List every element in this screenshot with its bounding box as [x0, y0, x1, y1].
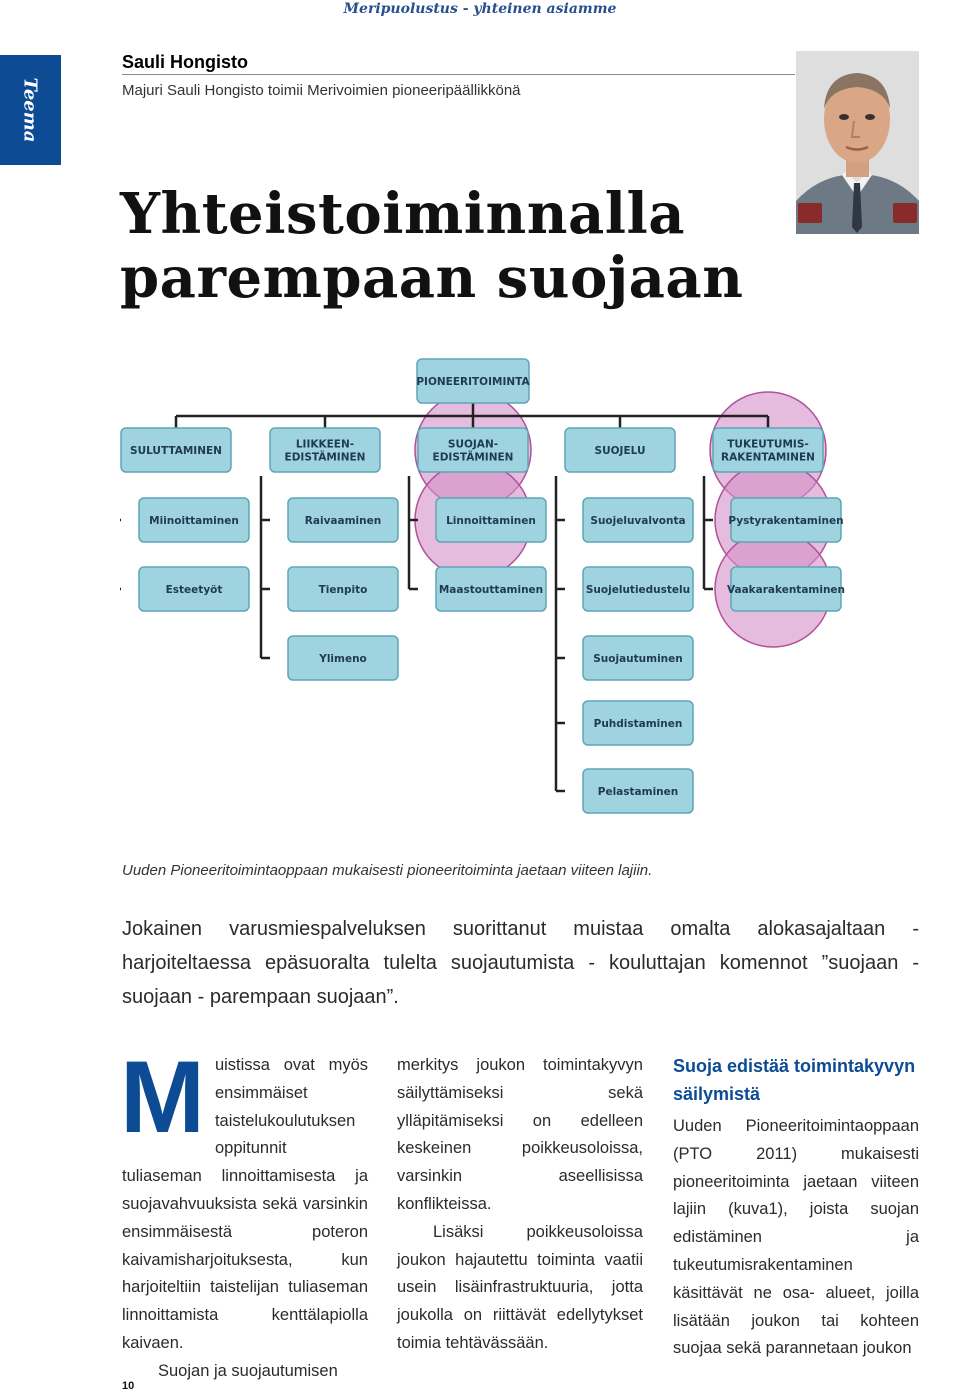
- chart-branch-box: [565, 428, 675, 472]
- headline-line-2: parempaan suojaan: [120, 245, 744, 311]
- chart-box-label: Suojautuminen: [593, 653, 683, 665]
- body-column-2: [397, 1052, 643, 1358]
- chart-child-box: [288, 567, 398, 611]
- chart-box-label: SUOJAN-: [447, 438, 499, 451]
- chart-box-label: Ylimeno: [319, 653, 367, 665]
- chart-box-label: Puhdistaminen: [593, 718, 683, 730]
- chart-box-label: RAKENTAMINEN: [721, 451, 815, 464]
- body-paragraph: uistissa ovat myös ensimmäiset taistelukoulutuksen oppitunnit tuliaseman linnoittamisesta ja suojavahvuuksista sekä varsinkin ensimmäisestä poteron kaivamisharjoituksesta, kun harjoiteltiin taistelijan tuliaseman linnoittamista kenttälapiolla kaivaen.: [122, 1056, 368, 1352]
- chart-child-box: [583, 636, 693, 680]
- chart-box-label: EDISTÄMINEN: [432, 451, 514, 464]
- article-headline: [120, 182, 743, 310]
- chart-box-label: Pystyrakentaminen: [728, 515, 844, 527]
- chart-root-box: [416, 359, 530, 403]
- pioneer-org-chart: [120, 348, 960, 838]
- chart-child-box: [436, 498, 546, 542]
- chart-box-label: TUKEUTUMIS-: [727, 438, 809, 451]
- section-subheading: Suoja edistää toimintakyvyn säilymistä: [673, 1056, 916, 1104]
- chart-box-label: Tienpito: [318, 584, 368, 596]
- body-paragraph: Suojan ja suojautumisen: [158, 1361, 338, 1380]
- chart-child-box: [583, 498, 693, 542]
- page-number: 10: [122, 1380, 135, 1392]
- chart-box-label: Maastouttaminen: [438, 584, 544, 596]
- chart-box-label: SUOJELU: [594, 445, 646, 457]
- chart-child-box: [139, 567, 249, 611]
- body-column-1: [120, 1040, 368, 1386]
- chart-box-label: Linnoittaminen: [446, 515, 536, 527]
- chart-branch-box: [418, 428, 528, 472]
- chart-child-box: [288, 498, 398, 542]
- chart-box-label: Miinoittaminen: [149, 515, 239, 527]
- author-divider: [122, 74, 795, 75]
- chart-box-label: Suojelutiedustelu: [585, 584, 691, 596]
- headline-line-1: Yhteistoiminnalla: [120, 181, 686, 247]
- chart-child-box: [728, 498, 843, 542]
- author-name: Sauli Hongisto: [122, 52, 248, 72]
- lead-paragraph: Jokainen varusmiespalveluksen suorittanut muistaa omalta alokasajaltaan - harjoiteltaessa epäsuoralta tulelta suojautumista - kouluttajan komennot ”suojaan - suojaan - parempaan suojaan”.: [122, 918, 919, 1008]
- chart-child-box: [727, 567, 845, 611]
- chart-child-box: [288, 636, 398, 680]
- chart-child-box: [583, 567, 693, 611]
- chart-box-label: Esteetyöt: [165, 584, 223, 596]
- chart-branch-box: [121, 428, 231, 472]
- body-paragraph: merkitys joukon toimintakyvyn säilyttämiseksi sekä ylläpitämiseksi on edelleen keskeinen poikkeusoloissa, varsinkin aseellisissa konflikteissa.: [397, 1056, 643, 1213]
- chart-box-label: Vaakarakentaminen: [726, 584, 846, 596]
- chart-box-label: Suojeluvalvonta: [590, 515, 686, 527]
- chart-child-box: [583, 769, 693, 813]
- chart-box-label: LIIKKEEN-: [295, 438, 355, 451]
- body-paragraph: Lisäksi poikkeusoloissa joukon hajautettu toiminta vaatii usein lisäinfrastruktuuria, jotta joukolla on riittävät edellytykset toimia tehtävässään.: [397, 1222, 643, 1352]
- author-portrait: [796, 51, 919, 234]
- chart-branch-box: [713, 428, 823, 472]
- chart-child-box: [139, 498, 249, 542]
- author-description: Majuri Sauli Hongisto toimii Merivoimien pioneeripäällikkönä: [122, 82, 521, 99]
- running-head: Meripuolustus - yhteinen asiamme: [343, 1, 617, 17]
- chart-child-box: [436, 567, 546, 611]
- section-tab: [0, 55, 61, 165]
- portrait-illustration: [796, 51, 919, 234]
- chart-box-label: Raivaaminen: [304, 515, 382, 527]
- body-column-3: [673, 1052, 919, 1363]
- body-paragraph: Uuden Pioneeritoimintaoppaan (PTO 2011) mukaisesti pioneeritoiminta jaetaan viiteen lajiin (kuva1), joista suojan edistäminen ja tukeutumisrakentaminen käsittävät ne osa- alueet, joilla lisätään joukon tai kohteen suojaa sekä parannetaan joukon: [673, 1117, 919, 1358]
- section-tab-label: Teema: [19, 77, 41, 143]
- chart-branch-box: [270, 428, 380, 472]
- drop-cap: M: [120, 1040, 205, 1154]
- chart-child-box: [583, 701, 693, 745]
- chart-box-label: PIONEERITOIMINTA: [416, 376, 530, 388]
- chart-box-label: SULUTTAMINEN: [130, 445, 222, 457]
- chart-box-label: EDISTÄMINEN: [284, 451, 366, 464]
- figure-caption: Uuden Pioneeritoimintaoppaan mukaisesti pioneeritoiminta jaetaan viiteen lajiin.: [122, 862, 653, 879]
- chart-box-label: Pelastaminen: [597, 786, 679, 798]
